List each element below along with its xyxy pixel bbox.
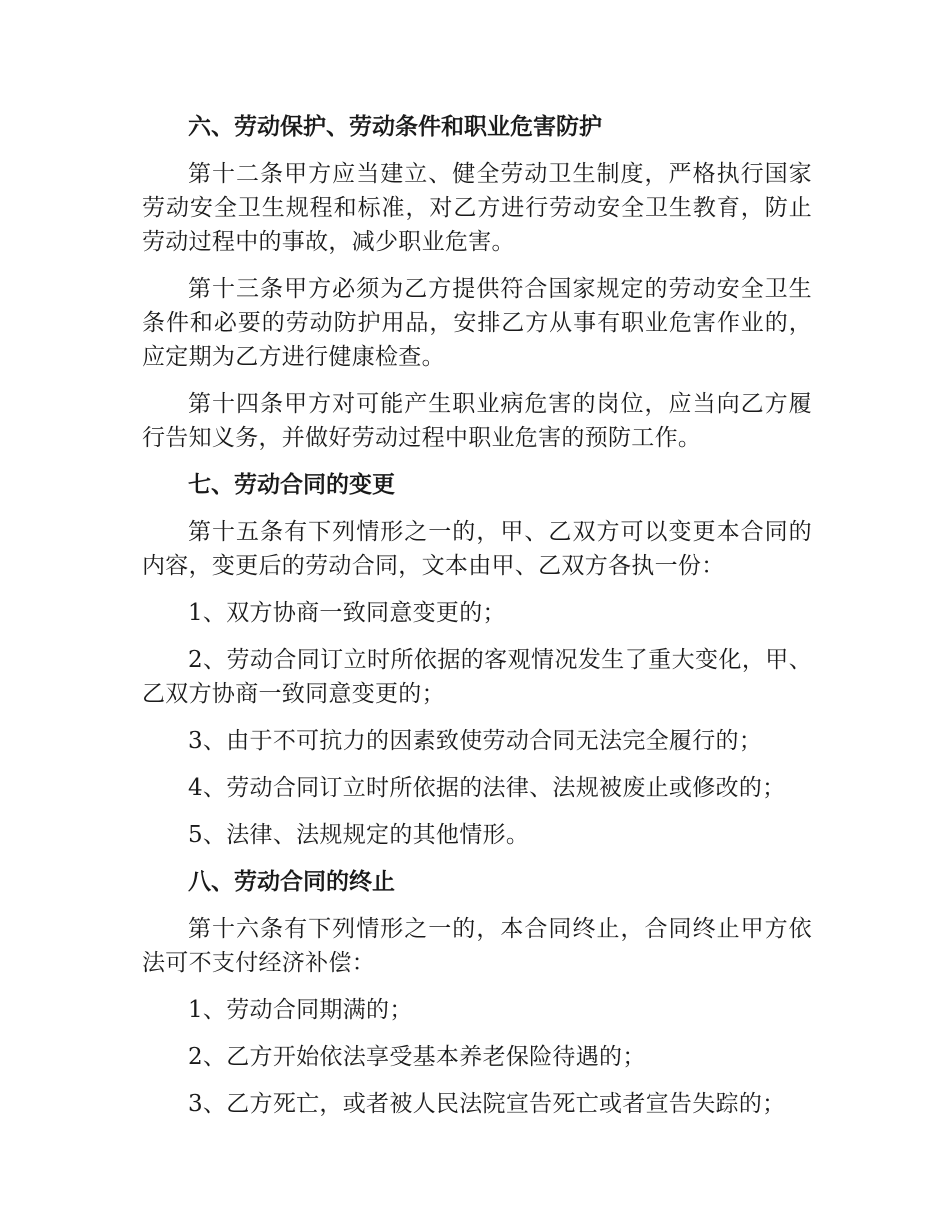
section-heading: 七、劳动合同的变更 (188, 472, 395, 498)
list-item: 2、劳动合同订立时所依据的客观情况发生了重大变化，甲、乙双方协商一致同意变更的； (142, 647, 812, 707)
section-heading: 八、劳动合同的终止 (188, 869, 395, 895)
list-item: 3、由于不可抗力的因素致使劳动合同无法完全履行的； (188, 728, 763, 754)
section-contract-termination (142, 865, 812, 1121)
section-heading: 六、劳动保护、劳动条件和职业危害防护 (188, 114, 602, 140)
section-contract-change (142, 468, 812, 852)
list-item: 3、乙方死亡，或者被人民法院宣告死亡或者宣告失踪的； (188, 1091, 786, 1117)
section-labor-protection (142, 110, 812, 455)
article-13: 第十三条甲方必须为乙方提供符合国家规定的劳动安全卫生条件和必要的劳动防护用品，安排乙方从事有职业危害作业的，应定期为乙方进行健康检查。 (142, 276, 812, 370)
list-item: 1、双方协商一致同意变更的； (188, 600, 506, 626)
article-15: 第十五条有下列情形之一的，甲、乙双方可以变更本合同的内容，变更后的劳动合同，文本由甲、乙双方各执一份： (142, 519, 812, 579)
list-item: 1、劳动合同期满的； (188, 997, 413, 1023)
list-item: 2、乙方开始依法享受基本养老保险待遇的； (188, 1044, 646, 1070)
list-item: 5、法律、法规规定的其他情形。 (188, 822, 530, 848)
article-14: 第十四条甲方对可能产生职业病危害的岗位，应当向乙方履行告知义务，并做好劳动过程中职业危害的预防工作。 (142, 391, 812, 451)
document-page (142, 110, 812, 1134)
article-12: 第十二条甲方应当建立、健全劳动卫生制度，严格执行国家劳动安全卫生规程和标准，对乙方进行劳动安全卫生教育，防止劳动过程中的事故，减少职业危害。 (142, 161, 812, 255)
list-item: 4、劳动合同订立时所依据的法律、法规被废止或修改的； (188, 775, 786, 801)
article-16: 第十六条有下列情形之一的，本合同终止，合同终止甲方依法可不支付经济补偿： (142, 916, 812, 976)
